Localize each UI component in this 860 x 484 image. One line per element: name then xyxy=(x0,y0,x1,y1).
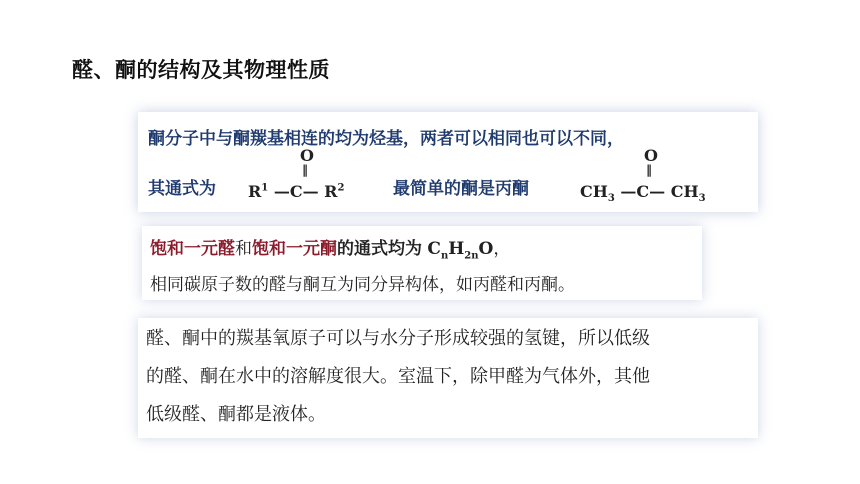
general-formula-label: 其通式为 xyxy=(148,179,216,199)
formula-intro: 的通式均为 xyxy=(337,239,422,259)
isomer-sentence: 相同碳原子数的醛与酮互为同分异构体，如丙醛和丙酮。 xyxy=(150,275,575,295)
hydrogen-bond-line-1: 醛、酮中的羰基氧原子可以与水分子形成较强的氢键，所以低级 xyxy=(146,328,650,349)
acetone-formula xyxy=(580,146,740,206)
carbonyl-oxygen: O xyxy=(300,146,314,165)
acetone-oxygen: O xyxy=(644,146,658,165)
acetone-double-bond: ‖ xyxy=(646,163,652,177)
ketone-general-formula xyxy=(248,146,368,206)
comma: ， xyxy=(493,239,511,259)
acetone-label: 最简单的酮是丙酮 xyxy=(393,179,529,199)
saturated-ketone-term: 饱和一元酮 xyxy=(252,239,337,259)
page-title: 醛、酮的结构及其物理性质 xyxy=(72,58,330,82)
acetone-body: $CH_3$ —C— $CH_3$ xyxy=(580,182,706,205)
cnh2no-formula: $C_nH_{2n}O$ xyxy=(427,239,494,262)
double-bond: ‖ xyxy=(302,163,308,177)
general-formula-sentence xyxy=(150,234,510,261)
ketone-definition-text: 酮分子中与酮羰基相连的均为烃基，两者可以相同也可以不同， xyxy=(148,129,624,149)
formula-body: $R^1$ —C— $R^2$ xyxy=(248,182,345,201)
hydrogen-bond-line-2: 的醛、酮在水中的溶解度很大。室温下，除甲醛为气体外，其他 xyxy=(146,366,650,387)
conjunction: 和 xyxy=(235,239,252,259)
hydrogen-bond-line-3: 低级醛、酮都是液体。 xyxy=(146,404,326,425)
saturated-aldehyde-term: 饱和一元醛 xyxy=(150,239,235,259)
